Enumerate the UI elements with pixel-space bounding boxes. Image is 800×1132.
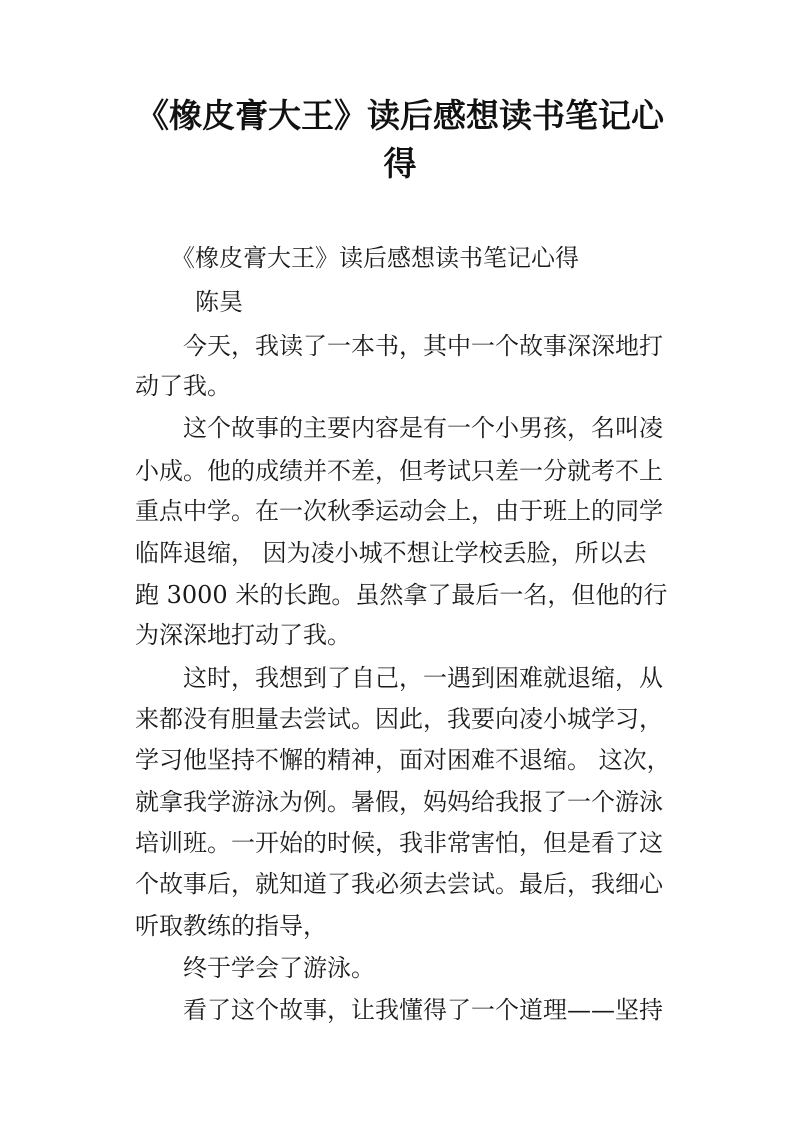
body-line: 这时，我想到了自己，一遇到困难就退缩，从 xyxy=(183,664,663,692)
subtitle: 《橡皮膏大王》读后感想读书笔记心得 xyxy=(171,244,579,272)
author-name: 陈昊 xyxy=(195,288,243,316)
body-line: 小成。他的成绩并不差，但考试只差一分就考不上 xyxy=(135,457,663,485)
body-line: 看了这个故事，让我懂得了一个道理——坚持 xyxy=(183,996,663,1024)
body-line: 个故事后，就知道了我必须去尝试。最后，我细心 xyxy=(135,870,663,898)
body-line: 临阵退缩， 因为凌小城不想让学校丢脸，所以去 xyxy=(135,539,647,567)
document-title xyxy=(120,92,680,188)
body-line: 听取教练的指导， xyxy=(135,912,327,940)
body-line: 动了我。 xyxy=(135,372,231,400)
body-line: 培训班。一开始的时候，我非常害怕，但是看了这 xyxy=(135,829,663,857)
body-line: 终于学会了游泳。 xyxy=(183,954,375,982)
title-line-2: 得 xyxy=(383,144,417,183)
body-line: 来都没有胆量去尝试。因此，我要向凌小城学习， xyxy=(135,705,663,733)
body-line: 这个故事的主要内容是有一个小男孩，名叫凌 xyxy=(183,414,663,442)
body-line: 重点中学。在一次秋季运动会上，由于班上的同学 xyxy=(135,497,663,525)
body-line: 为深深地打动了我。 xyxy=(135,621,351,649)
body-line: 学习他坚持不懈的精神，面对困难不退缩。 这次， xyxy=(135,746,671,774)
body-line: 跑 3000 米的长跑。虽然拿了最后一名，但他的行 xyxy=(135,581,668,609)
title-line-1: 《橡皮膏大王》读后感想读书笔记心 xyxy=(136,96,664,135)
document-body xyxy=(135,237,670,1037)
body-line: 就拿我学游泳为例。暑假，妈妈给我报了一个游泳 xyxy=(135,788,663,816)
body-line: 今天，我读了一本书，其中一个故事深深地打 xyxy=(183,332,663,360)
